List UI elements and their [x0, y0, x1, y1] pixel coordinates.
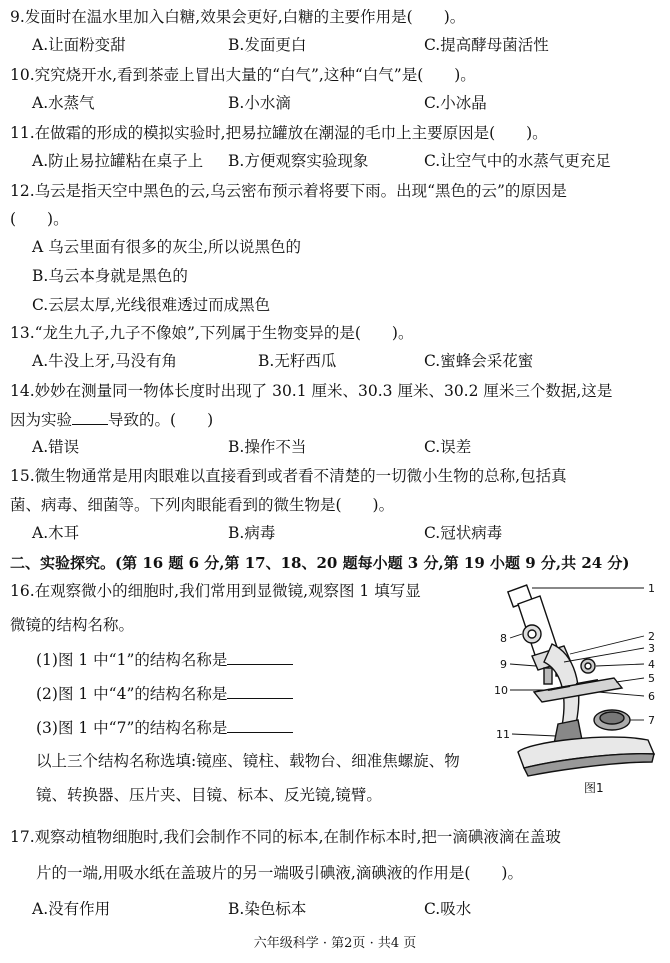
- figure-label-8: 8: [500, 632, 507, 645]
- q14-stem-line2-a: 因为实验: [10, 411, 73, 429]
- figure-label-2: 2: [648, 630, 655, 643]
- q12-stem-line2: ( )。: [10, 210, 69, 228]
- q16-sub2-text: (2)图 1 中“4”的结构名称是: [36, 685, 228, 703]
- q17-stem-line1: 17.观察动植物细胞时,我们会制作不同的标本,在制作标本时,把一滴碘液滴在盖玻: [10, 828, 561, 846]
- q16-sub2-blank[interactable]: [227, 682, 293, 699]
- q16-stem-line2: 微镜的结构名称。: [10, 616, 135, 634]
- q17-option-c: C.吸水: [424, 900, 472, 918]
- q14-option-a: A.错误: [32, 438, 80, 456]
- q14-stem-line2-b: 导致的。( ): [108, 411, 214, 429]
- page-footer: 六年级科学 · 第2页 · 共4 页: [253, 936, 417, 951]
- figure-label-7: 7: [648, 714, 655, 727]
- q10-option-b: B.小水滴: [228, 94, 291, 112]
- q17-option-b: B.染色标本: [228, 900, 307, 918]
- q11-option-a: A.防止易拉罐粘在桌子上: [32, 152, 204, 170]
- q16-sub1-text: (1)图 1 中“1”的结构名称是: [36, 651, 228, 669]
- q14-stem-line2: [10, 408, 213, 431]
- q14-answer-blank[interactable]: [72, 408, 108, 425]
- q16-sub3-blank[interactable]: [227, 716, 293, 733]
- q9-option-b: B.发面更白: [228, 36, 307, 54]
- figure-label-9: 9: [500, 658, 507, 671]
- figure-label-3: 3: [648, 642, 655, 655]
- q14-option-b: B.操作不当: [228, 438, 307, 456]
- q13-option-b: B.无籽西瓜: [258, 352, 337, 370]
- q12-option-c: C.云层太厚,光线很难透过而成黑色: [32, 296, 271, 314]
- q14-option-c: C.误差: [424, 438, 472, 456]
- q12-option-b: B.乌云本身就是黑色的: [32, 267, 188, 285]
- q10-stem: 10.究究烧开水,看到茶壶上冒出大量的“白气”,这种“白气”是( )。: [10, 66, 476, 84]
- q12-stem-line1: 12.乌云是指天空中黑色的云,乌云密布预示着将要下雨。出现“黑色的云”的原因是: [10, 182, 567, 200]
- q15-option-a: A.木耳: [32, 524, 80, 542]
- figure-label-1: 1: [648, 582, 655, 595]
- q15-stem-line2: 菌、病毒、细菌等。下列肉眼能看到的微生物是( )。: [10, 496, 395, 514]
- q16-sub3: [36, 716, 293, 739]
- figure-caption: 图1: [584, 781, 604, 795]
- figure-label-5: 5: [648, 672, 655, 685]
- q13-option-c: C.蜜蜂会采花蜜: [424, 352, 534, 370]
- microscope-figure: [488, 574, 664, 804]
- figure-label-6: 6: [648, 690, 655, 703]
- q10-option-a: A.水蒸气: [32, 94, 95, 112]
- q16-stem-line1: 16.在观察微小的细胞时,我们常用到显微镜,观察图 1 填写显: [10, 582, 421, 600]
- q16-sub1-blank[interactable]: [227, 648, 293, 665]
- q12-option-a: A 乌云里面有很多的灰尘,所以说黑色的: [32, 238, 302, 256]
- figure-label-10: 10: [494, 684, 508, 697]
- q13-option-a: A.牛没上牙,马没有角: [32, 352, 178, 370]
- figure-label-4: 4: [648, 658, 655, 671]
- q11-stem: 11.在做霜的形成的模拟实验时,把易拉罐放在潮湿的毛巾上主要原因是( )。: [10, 124, 548, 142]
- q16-sub1: [36, 648, 293, 671]
- q9-option-a: A.让面粉变甜: [32, 36, 126, 54]
- q16-choices-line1: 以上三个结构名称选填:镜座、镜柱、载物台、细准焦螺旋、物: [36, 752, 460, 770]
- q9-stem: 9.发面时在温水里加入白糖,效果会更好,白糖的主要作用是( )。: [10, 8, 466, 26]
- q17-stem-line2: 片的一端,用吸水纸在盖玻片的另一端吸引碘液,滴碘液的作用是( )。: [36, 864, 523, 882]
- q15-option-c: C.冠状病毒: [424, 524, 503, 542]
- q16-sub2: [36, 682, 293, 705]
- q16-choices-line2: 镜、转换器、压片夹、目镜、标本、反光镜,镜臂。: [36, 786, 382, 804]
- q11-option-c: C.让空气中的水蒸气更充足: [424, 152, 611, 170]
- q17-option-a: A.没有作用: [32, 900, 111, 918]
- q10-option-c: C.小冰晶: [424, 94, 487, 112]
- q11-option-b: B.方便观察实验现象: [228, 152, 369, 170]
- q13-stem: 13.“龙生九子,九子不像娘”,下列属于生物变异的是( )。: [10, 324, 414, 342]
- q15-option-b: B.病毒: [228, 524, 276, 542]
- q16-sub3-text: (3)图 1 中“7”的结构名称是: [36, 719, 228, 737]
- figure-label-11: 11: [496, 728, 510, 741]
- q14-stem-line1: 14.妙妙在测量同一物体长度时出现了 30.1 厘米、30.3 厘米、30.2 厘米三个数据,这是: [10, 382, 613, 400]
- q15-stem-line1: 15.微生物通常是用肉眼难以直接看到或者看不清楚的一切微小生物的总称,包括真: [10, 467, 567, 485]
- section2-heading: 二、实验探究。(第 16 题 6 分,第 17、18、20 题每小题 3 分,第 19 小题 9 分,共 24 分): [10, 554, 630, 572]
- q9-option-c: C.提高酵母菌活性: [424, 36, 549, 54]
- microscope-drawing: [508, 585, 654, 776]
